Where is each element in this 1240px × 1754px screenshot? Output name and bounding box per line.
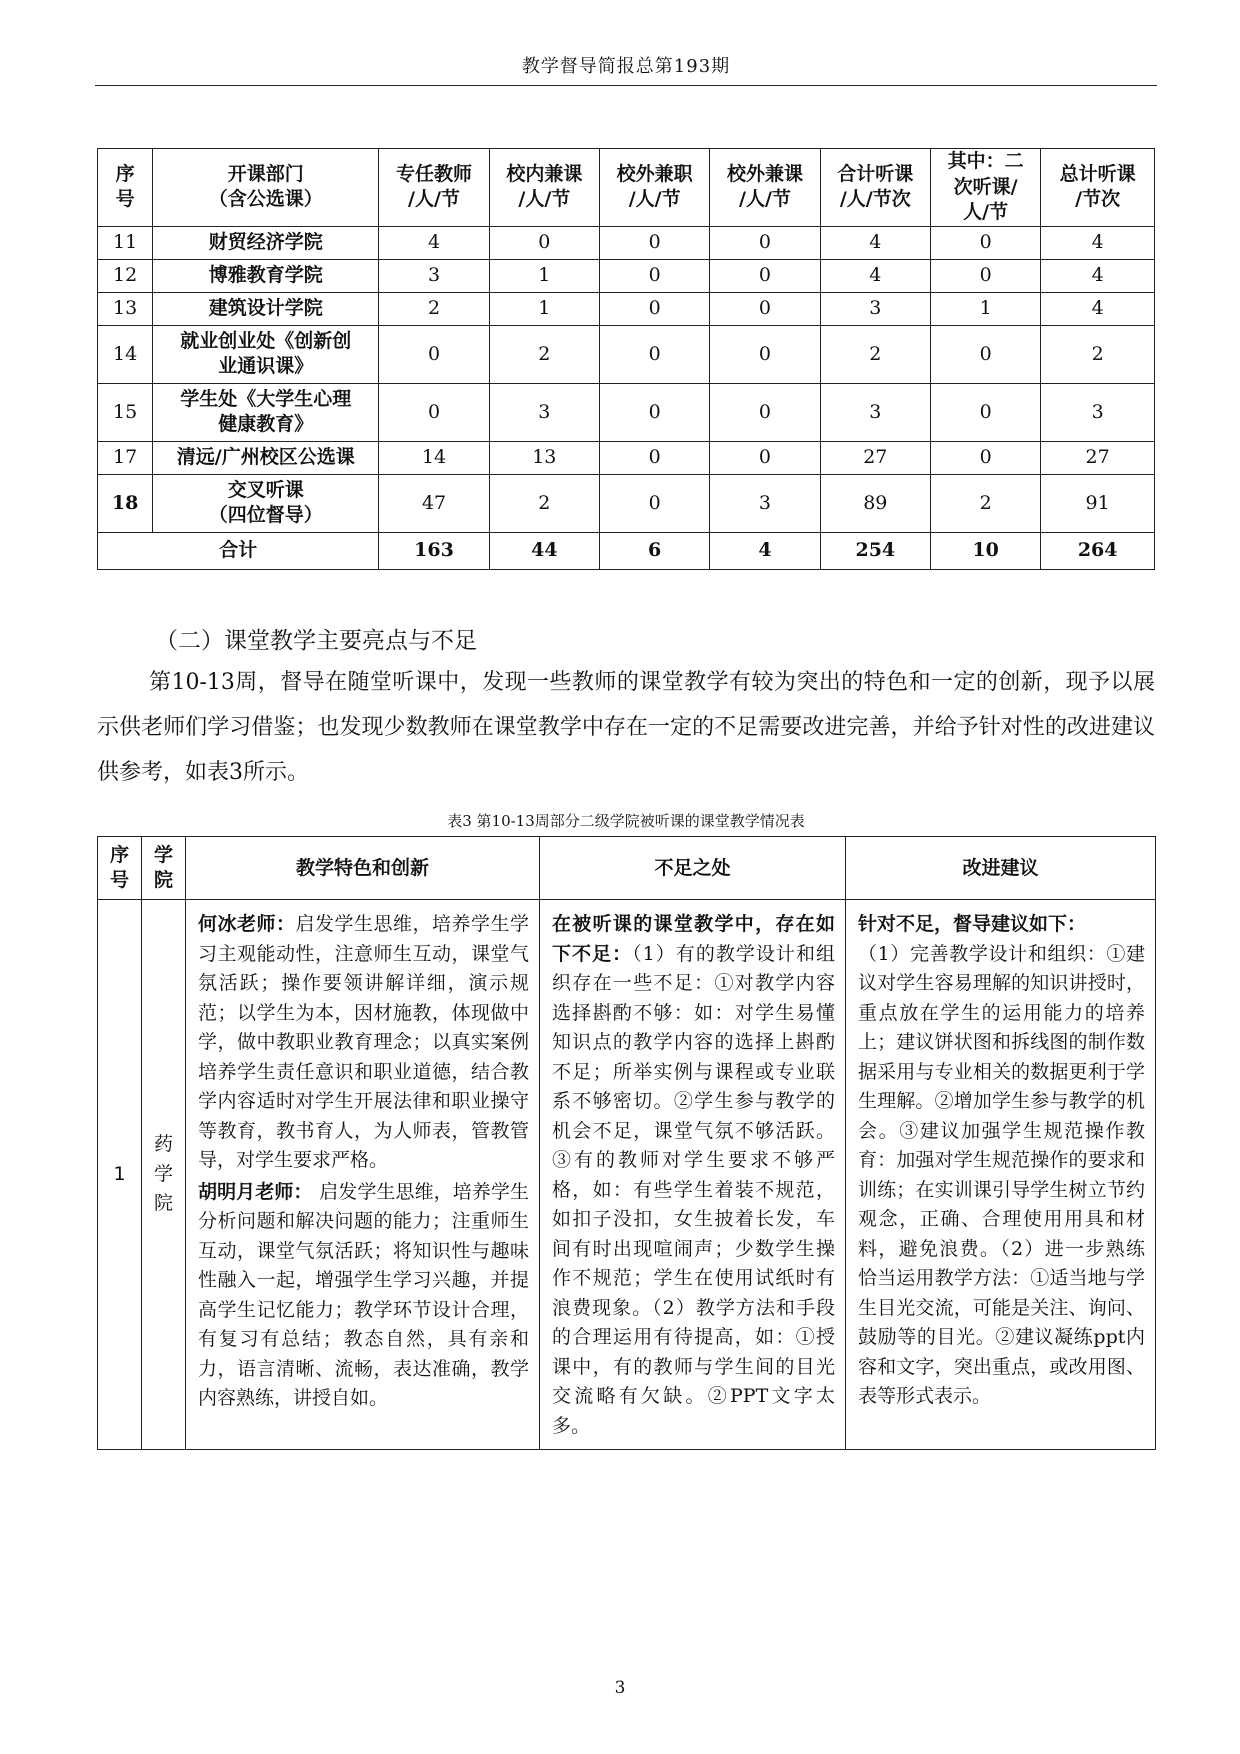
row-number: 1 <box>98 900 142 1450</box>
value-cell: 4 <box>820 226 930 259</box>
table3-header-cell: 改进建议 <box>846 837 1156 900</box>
value-cell: 0 <box>710 292 820 325</box>
value-cell: 3 <box>1041 383 1155 441</box>
row-number: 12 <box>98 259 153 292</box>
department-name: 博雅教育学院 <box>153 259 379 292</box>
total-value: 4 <box>710 532 820 569</box>
value-cell: 4 <box>1041 259 1155 292</box>
shortcomings-lead: 在被听课的课堂教学中，存在如下不足： <box>552 913 835 965</box>
value-cell: 14 <box>379 441 489 474</box>
table3-header-cell: 不足之处 <box>540 837 846 900</box>
value-cell: 2 <box>820 325 930 383</box>
total-value: 163 <box>379 532 489 569</box>
department-name: 财贸经济学院 <box>153 226 379 259</box>
table-row <box>98 259 1155 292</box>
header-rule <box>95 85 1157 86</box>
value-cell: 4 <box>820 259 930 292</box>
value-cell: 3 <box>820 383 930 441</box>
row-number: 18 <box>98 474 153 532</box>
value-cell: 0 <box>379 325 489 383</box>
value-cell: 0 <box>489 226 599 259</box>
shortcomings-text: （1）有的教学设计和组织存在一些不足：①对教学内容选择斟酌不够：如：对学生易懂知识点的教学内容的选择上斟酌不足；所举实例与课程或专业联系不够密切。②学生参与教学的机会不足，课堂气氛不够活跃。③有的教师对学生要求不够严格，如：有些学生着装不规范，如扣子没扣，女生披着长发，车间有时出现喧闹声；少数学生操作不规范；学生在使用试纸时有浪费现象。（2）教学方法和手段的合理运用有待提高，如：①授课中，有的教师与学生间的目光交流略有欠缺。②PPT文字太多。 <box>552 942 835 1437</box>
value-cell: 0 <box>710 325 820 383</box>
table2-header-cell: 开课部门 （含公选课） <box>153 149 379 227</box>
teacher-feature <box>198 1178 529 1414</box>
value-cell: 0 <box>599 259 709 292</box>
row-number: 14 <box>98 325 153 383</box>
total-value: 6 <box>599 532 709 569</box>
shortcomings-cell <box>540 900 846 1450</box>
table3-header-cell: 教学特色和创新 <box>186 837 540 900</box>
value-cell: 3 <box>710 474 820 532</box>
table2-header-cell: 校内兼课 /人/节 <box>489 149 599 227</box>
value-cell: 0 <box>599 441 709 474</box>
value-cell: 0 <box>599 474 709 532</box>
value-cell: 1 <box>489 259 599 292</box>
suggestions-cell <box>846 900 1156 1450</box>
table2-header-cell: 合计听课 /人/节次 <box>820 149 930 227</box>
row-number: 11 <box>98 226 153 259</box>
listening-stats-table <box>97 148 1155 570</box>
teacher-feature-text: 启发学生思维，培养学生分析问题和解决问题的能力；注重师生互动，课堂气氛活跃；将知识性与趣味性融入一起，增强学生学习兴趣，并提高学生记忆能力；教学环节设计合理，有复习有总结；教态自然，具有亲和力，语言清晰、流畅，表达准确，教学内容熟练，讲授自如。 <box>198 1180 529 1409</box>
suggestions-lead: 针对不足，督导建议如下： <box>858 913 1087 935</box>
total-value: 254 <box>820 532 930 569</box>
department-name: 清远/广州校区公选课 <box>153 441 379 474</box>
table3-header-cell: 学 院 <box>142 837 186 900</box>
table3-header-row <box>98 837 1156 900</box>
table2-header-cell: 校外兼职 /人/节 <box>599 149 709 227</box>
value-cell: 2 <box>489 474 599 532</box>
value-cell: 13 <box>489 441 599 474</box>
value-cell: 0 <box>599 383 709 441</box>
page-number: 3 <box>614 1678 626 1698</box>
value-cell: 2 <box>1041 325 1155 383</box>
value-cell: 1 <box>489 292 599 325</box>
teacher-name: 胡明月老师： <box>198 1180 320 1203</box>
table3-header-cell: 序 号 <box>98 837 142 900</box>
value-cell: 3 <box>379 259 489 292</box>
department-name: 交叉听课 （四位督导） <box>153 474 379 532</box>
value-cell: 91 <box>1041 474 1155 532</box>
value-cell: 27 <box>1041 441 1155 474</box>
value-cell: 0 <box>599 226 709 259</box>
value-cell: 0 <box>599 292 709 325</box>
table2-header-cell: 其中：二 次听课/ 人/节 <box>930 149 1040 227</box>
value-cell: 2 <box>489 325 599 383</box>
value-cell: 4 <box>1041 226 1155 259</box>
value-cell: 0 <box>710 259 820 292</box>
table-row <box>98 383 1155 441</box>
value-cell: 1 <box>930 292 1040 325</box>
value-cell: 27 <box>820 441 930 474</box>
section-heading: （二）课堂教学主要亮点与不足 <box>155 628 477 654</box>
college-name: 药 学 院 <box>142 900 186 1450</box>
row-number: 15 <box>98 383 153 441</box>
value-cell: 0 <box>379 383 489 441</box>
value-cell: 0 <box>930 383 1040 441</box>
row-number: 13 <box>98 292 153 325</box>
value-cell: 0 <box>930 226 1040 259</box>
table-row <box>98 325 1155 383</box>
table2-total-row <box>98 532 1155 569</box>
value-cell: 2 <box>930 474 1040 532</box>
value-cell: 3 <box>489 383 599 441</box>
table2-header-cell: 校外兼课 /人/节 <box>710 149 820 227</box>
teacher-feature <box>198 910 529 1176</box>
table-row <box>98 474 1155 532</box>
department-name: 学生处《大学生心理 健康教育》 <box>153 383 379 441</box>
table-row <box>98 292 1155 325</box>
table2-header-cell: 专任教师 /人/节 <box>379 149 489 227</box>
teacher-feature-text: 启发学生思维，培养学生学习主观能动性，注意师生互动，课堂气氛活跃；操作要领讲解详细，演示规范；以学生为本，因材施教，体现做中学，做中教职业教育理念；以真实案例培养学生责任意识和职业道德，结合教学内容适时对学生开展法律和职业操守等教育，教书育人，为人师表，管教管导，对学生要求严格。 <box>198 913 529 1171</box>
total-label: 合计 <box>98 532 379 569</box>
value-cell: 0 <box>930 259 1040 292</box>
table3-caption: 表3 第10-13周部分二级学院被听课的课堂教学情况表 <box>447 812 805 830</box>
total-value: 10 <box>930 532 1040 569</box>
value-cell: 0 <box>710 226 820 259</box>
teaching-evaluation-table <box>97 836 1156 1450</box>
table2-header-cell: 总计听课 /节次 <box>1041 149 1155 227</box>
value-cell: 47 <box>379 474 489 532</box>
value-cell: 2 <box>379 292 489 325</box>
value-cell: 89 <box>820 474 930 532</box>
department-name: 就业创业处《创新创 业通识课》 <box>153 325 379 383</box>
table2-header-row <box>98 149 1155 227</box>
row-number: 17 <box>98 441 153 474</box>
value-cell: 4 <box>1041 292 1155 325</box>
table-row <box>98 441 1155 474</box>
value-cell: 3 <box>820 292 930 325</box>
table-row <box>98 226 1155 259</box>
department-name: 建筑设计学院 <box>153 292 379 325</box>
section-paragraph: 第10-13周，督导在随堂听课中，发现一些教师的课堂教学有较为突出的特色和一定的创新，现予以展示供老师们学习借鉴；也发现少数教师在课堂教学中存在一定的不足需要改进完善，并给予针对性的改进建议供参考，如表3所示。 <box>97 670 1155 785</box>
value-cell: 0 <box>710 383 820 441</box>
total-value: 44 <box>489 532 599 569</box>
value-cell: 4 <box>379 226 489 259</box>
features-cell <box>186 900 540 1450</box>
value-cell: 0 <box>599 325 709 383</box>
value-cell: 0 <box>930 325 1040 383</box>
table2-header-cell: 序 号 <box>98 149 153 227</box>
teacher-name: 何冰老师： <box>198 913 296 935</box>
total-value: 264 <box>1041 532 1155 569</box>
document-header: 教学督导简报总第193期 <box>521 56 731 77</box>
value-cell: 0 <box>930 441 1040 474</box>
table3-row <box>98 900 1156 1450</box>
value-cell: 0 <box>710 441 820 474</box>
suggestions-text: （1）完善教学设计和组织：①建议对学生容易理解的知识讲授时，重点放在学生的运用能力的培养上；建议饼状图和拆线图的制作数据采用与专业相关的数据更利于学生理解。②增加学生参与教学的机会。③建议加强学生规范操作教育：加强对学生规范操作的要求和训练；在实训课引导学生树立节约观念，正确、合理使用用具和材料，避免浪费。（2）进一步熟练恰当运用教学方法：①适当地与学生目光交流，可能是关注、询问、鼓励等的目光。②建议凝练ppt内容和文字，突出重点，或改用图、表等形式表示。 <box>858 942 1145 1407</box>
